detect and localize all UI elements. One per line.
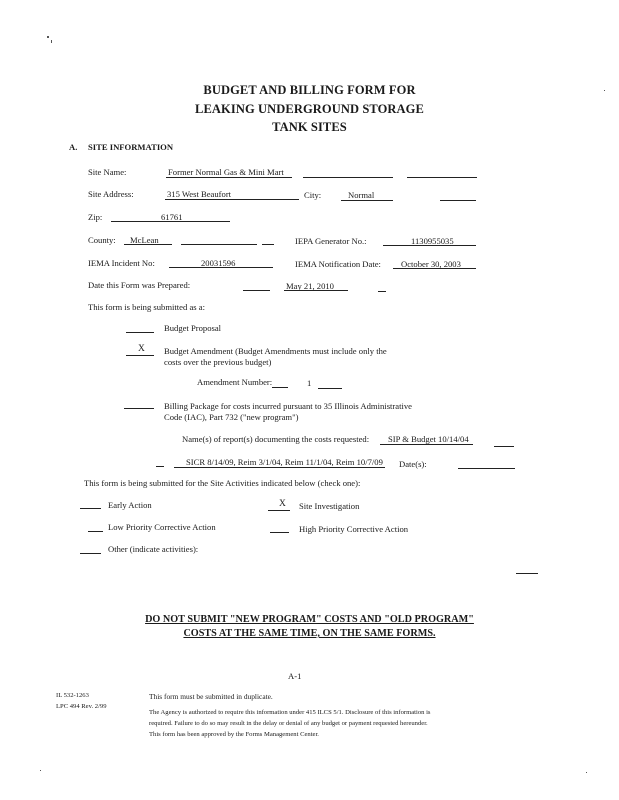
reports-value: SIP & Budget 10/14/04 xyxy=(388,434,469,444)
iema-notification-line[interactable] xyxy=(393,268,476,269)
high-priority-checkline[interactable] xyxy=(270,532,289,533)
section-letter: A. xyxy=(69,142,78,152)
form-title-line3: TANK SITES xyxy=(272,120,347,134)
footer-note-1: This form must be submitted in duplicate. xyxy=(149,692,273,701)
scan-speck xyxy=(47,36,49,38)
reports-value-line2: SICR 8/14/09, Reim 3/1/04, Reim 11/1/04, Reim 10/7/09 xyxy=(186,457,383,467)
footer-note-3: required. Failure to do so may result in the delay or denial of any budget or payment requested hereunder. xyxy=(149,720,428,727)
budget-proposal-checkline[interactable] xyxy=(126,332,154,333)
zip-line[interactable] xyxy=(111,221,230,222)
iepa-generator-value: 1130955035 xyxy=(411,236,454,246)
form-title-line2: LEAKING UNDERGROUND STORAGE xyxy=(195,102,424,116)
site-name-value: Former Normal Gas & Mini Mart xyxy=(168,167,284,177)
county-line-3[interactable] xyxy=(262,244,274,245)
high-priority-label: High Priority Corrective Action xyxy=(299,524,409,534)
amendment-number-label: Amendment Number: xyxy=(197,377,273,387)
site-name-label: Site Name: xyxy=(88,167,127,177)
submitted-as-intro: This form is being submitted as a: xyxy=(88,302,205,312)
iepa-generator-line[interactable] xyxy=(383,245,476,246)
footer-note-2: The Agency is authorized to require this information under 415 ILCS 5/1. Disclosure of this information is xyxy=(149,709,431,716)
site-name-line-2[interactable] xyxy=(303,177,393,178)
site-address-label: Site Address: xyxy=(88,189,134,199)
reports-line-3[interactable] xyxy=(156,466,164,467)
scan-speck xyxy=(51,40,52,43)
early-action-label: Early Action xyxy=(108,500,152,510)
reports-line-1[interactable] xyxy=(380,444,473,445)
county-line-2[interactable] xyxy=(181,244,257,245)
billing-package-checkline[interactable] xyxy=(124,408,154,409)
date-prepared-line-3[interactable] xyxy=(378,291,386,292)
warning-line1: DO NOT SUBMIT "NEW PROGRAM" COSTS AND "OLD PROGRAM" xyxy=(145,614,474,625)
site-name-line[interactable] xyxy=(166,177,292,178)
low-priority-checkline[interactable] xyxy=(88,531,103,532)
site-address-value: 315 West Beaufort xyxy=(167,189,232,199)
budget-amendment-checkline[interactable] xyxy=(126,355,154,356)
county-line[interactable] xyxy=(124,244,172,245)
amendment-number-line-1[interactable] xyxy=(272,387,288,388)
site-investigation-label: Site Investigation xyxy=(299,501,360,511)
warning-line2: COSTS AT THE SAME TIME, ON THE SAME FORMS. xyxy=(183,628,436,639)
billing-package-label-2: Code (IAC), Part 732 ("new program") xyxy=(164,412,299,422)
other-label: Other (indicate activities): xyxy=(108,544,199,554)
budget-proposal-label: Budget Proposal xyxy=(164,323,222,333)
low-priority-label: Low Priority Corrective Action xyxy=(108,522,216,532)
date-prepared-line-1[interactable] xyxy=(243,290,270,291)
reports-line-4[interactable] xyxy=(174,467,385,468)
budget-amendment-label-2: costs over the previous budget) xyxy=(164,357,272,367)
reports-line-2[interactable] xyxy=(494,446,514,447)
date-prepared-value: May 21, 2010 xyxy=(286,281,334,291)
dates-label: Date(s): xyxy=(399,459,427,469)
early-action-checkline[interactable] xyxy=(80,508,101,509)
footer-note-4: This form has been approved by the Forms Management Center. xyxy=(149,731,319,738)
section-heading: SITE INFORMATION xyxy=(88,142,174,152)
site-investigation-mark: X xyxy=(279,499,286,509)
other-checkline[interactable] xyxy=(80,553,101,554)
site-name-line-3[interactable] xyxy=(407,177,477,178)
scan-speck xyxy=(40,770,41,771)
city-label: City: xyxy=(304,190,322,200)
form-code-2: LPC 494 Rev. 2/99 xyxy=(56,703,107,710)
form-title-line1: BUDGET AND BILLING FORM FOR xyxy=(203,83,416,97)
activities-intro: This form is being submitted for the Site Activities indicated below (check one): xyxy=(84,478,361,488)
reports-label: Name(s) of report(s) documenting the costs requested: xyxy=(182,434,370,444)
zip-label: Zip: xyxy=(88,212,103,222)
iema-incident-label: IEMA Incident No: xyxy=(88,258,155,268)
iema-incident-value: 20031596 xyxy=(201,258,236,268)
amendment-number-line-2[interactable] xyxy=(318,388,342,389)
form-code-1: IL 532-1263 xyxy=(56,692,89,699)
date-prepared-line-2[interactable] xyxy=(284,290,348,291)
iema-notification-value: October 30, 2003 xyxy=(401,259,461,269)
date-prepared-label: Date this Form was Prepared: xyxy=(88,280,191,290)
site-investigation-checkline[interactable] xyxy=(268,510,290,511)
iema-notification-label: IEMA Notification Date: xyxy=(295,259,381,269)
county-label: County: xyxy=(88,235,116,245)
scan-speck xyxy=(586,772,587,773)
page-number: A-1 xyxy=(288,671,302,681)
county-value: McLean xyxy=(130,235,159,245)
site-address-line[interactable] xyxy=(165,199,299,200)
amendment-number-value: 1 xyxy=(307,378,312,388)
budget-amendment-label-1: Budget Amendment (Budget Amendments must include only the xyxy=(164,346,387,356)
other-line[interactable] xyxy=(516,573,538,574)
iepa-generator-label: IEPA Generator No.: xyxy=(295,236,367,246)
city-value: Normal xyxy=(348,190,375,200)
iema-incident-line[interactable] xyxy=(169,267,273,268)
budget-amendment-mark: X xyxy=(138,344,145,354)
city-line[interactable] xyxy=(341,200,393,201)
billing-package-label-1: Billing Package for costs incurred pursuant to 35 Illinois Administrative xyxy=(164,401,412,411)
city-line-2[interactable] xyxy=(440,200,476,201)
zip-value: 61761 xyxy=(161,212,183,222)
dates-line[interactable] xyxy=(458,468,515,469)
